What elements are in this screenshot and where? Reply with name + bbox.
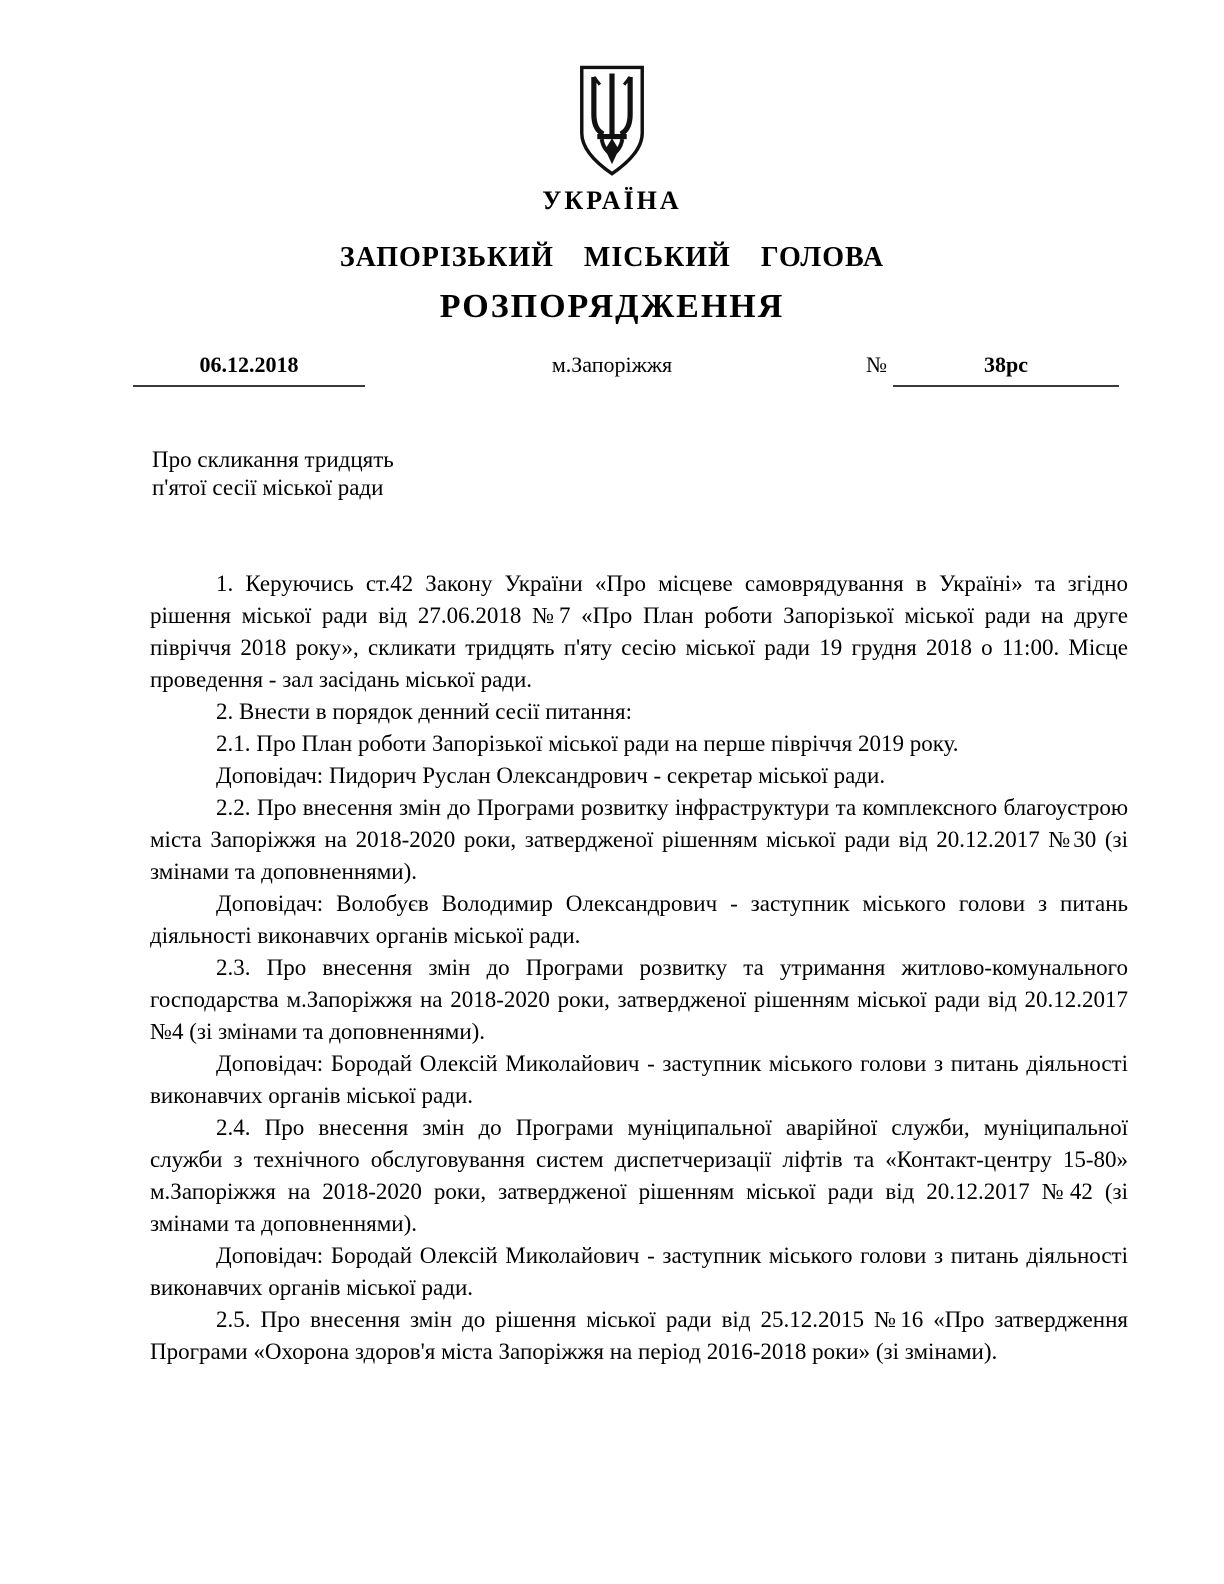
authority-name: ЗАПОРІЗЬКИЙ МІСЬКИЙ ГОЛОВА bbox=[339, 242, 885, 273]
body-paragraph: 2.5. Про внесення змін до рішення міської ради від 25.12.2015 №16 «Про затвердження Програми «Охорона здоров'я міста Запоріжжя на період 2016-2018 роки» (зі змінами). bbox=[150, 1307, 1128, 1364]
document-date: 06.12.2018 bbox=[133, 352, 365, 387]
document-type-title: РОЗПОРЯДЖЕННЯ bbox=[439, 288, 785, 325]
subject-line-2: п'ятої сесії міської ради bbox=[152, 475, 384, 500]
body-paragraph: 2.1. Про План роботи Запорізької міської ради на перше півріччя 2019 року. bbox=[216, 731, 959, 756]
subject-block bbox=[152, 446, 1224, 502]
body-paragraph: Доповідач: Пидорич Руслан Олександрович - секретар міської ради. bbox=[216, 763, 886, 788]
number-sign: № bbox=[866, 352, 887, 377]
country-name: УКРАЇНА bbox=[542, 186, 682, 215]
document-city: м.Запоріжжя bbox=[551, 352, 673, 377]
subject-line-1: Про скликання тридцять bbox=[152, 447, 394, 472]
body-paragraph: 2.2. Про внесення змін до Програми розвитку інфраструктури та комплексного благоустрою міста Запоріжжя на 2018-2020 роки, затвердженої рішенням міської ради від 20.12.2017 №30 (зі змінами та доповненнями). bbox=[150, 795, 1128, 884]
body-paragraph: Доповідач: Волобуєв Володимир Олександрович - заступник міського голови з питань діяльності виконавчих органів міської ради. bbox=[150, 891, 1128, 948]
document-body bbox=[150, 568, 1128, 1368]
ukraine-trident-icon bbox=[568, 64, 656, 178]
body-paragraph: 2. Внести в порядок денний сесії питання: bbox=[216, 699, 633, 724]
body-paragraph: 2.4. Про внесення змін до Програми муніципальної аварійної служби, муніципальної служби з технічного обслуговування систем диспетчеризації ліфтів та «Контакт-центру 15-80» м.Запоріжжя на 2018-2020 роки, затвердженої рішенням міської ради від 20.12.2017 №42 (зі змінами та доповненнями). bbox=[150, 1115, 1128, 1236]
body-paragraph: 1. Керуючись ст.42 Закону України «Про місцеве самоврядування в Україні» та згідно рішення міської ради від 27.06.2018 №7 «Про План роботи Запорізької міської ради на друге півріччя 2018 року», скликати тридцять п'яту сесію міської ради 19 грудня 2018 о 11:00. Місце проведення - зал засідань міської ради. bbox=[150, 571, 1128, 692]
meta-row bbox=[0, 352, 1224, 398]
body-paragraph: Доповідач: Бородай Олексій Миколайович - заступник міського голови з питань діяльності виконавчих органів міської ради. bbox=[150, 1051, 1128, 1108]
document-number-block bbox=[866, 352, 1119, 387]
document-number: 38рс bbox=[893, 352, 1119, 387]
body-paragraph: Доповідач: Бородай Олексій Миколайович - заступник міського голови з питань діяльності виконавчих органів міської ради. bbox=[150, 1243, 1128, 1300]
body-paragraph: 2.3. Про внесення змін до Програми розвитку та утримання житлово-комунального господарства м.Запоріжжя на 2018-2020 роки, затвердженої рішенням міської ради від 20.12.2017 №4 (зі змінами та доповненнями). bbox=[150, 955, 1128, 1044]
